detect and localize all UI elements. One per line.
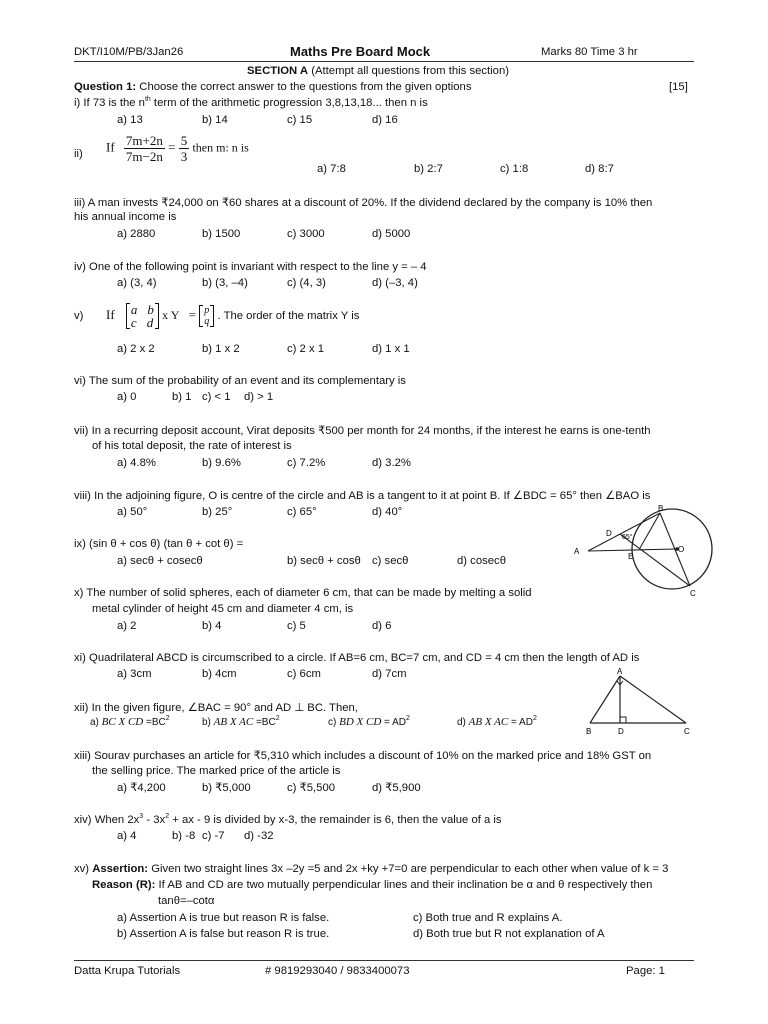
section-title: SECTION A xyxy=(247,65,309,77)
q-xi-opt-d: d) 7cm xyxy=(372,668,407,680)
q-ii-opt-a: a) 7:8 xyxy=(317,163,346,175)
q-xii-opt-a-post: =BC xyxy=(143,717,166,728)
fig-label-a: A xyxy=(574,547,580,556)
q-xiii-opt-b: b) ₹5,000 xyxy=(202,782,251,794)
q-xv-reason xyxy=(92,879,652,891)
q-xiv-opt-c: c) -7 xyxy=(202,830,225,842)
q-v-opt-a: a) 2 x 2 xyxy=(117,343,155,355)
q-v-num: v) xyxy=(74,310,84,322)
q-viii-opt-c: c) 65° xyxy=(287,506,317,518)
q-x-line2: metal cylinder of height 45 cm and diameter 4 cm, is xyxy=(92,603,354,615)
q-xiv-p2: - 3x xyxy=(143,814,166,826)
q-iii-opt-c: c) 3000 xyxy=(287,228,325,240)
doc-code: DKT/I10M/PB/3Jan26 xyxy=(74,46,184,58)
q-iv-opt-b: b) (3, –4) xyxy=(202,277,248,289)
fig-label-d: D xyxy=(606,529,612,538)
q-ii-num: ii) xyxy=(74,148,83,160)
q-xv-reason-text: If AB and CD are two mutually perpendicular lines and their inclination be α and θ respectively then xyxy=(158,879,653,891)
question-1-marks: [15] xyxy=(669,81,688,93)
fig-angle-label: 65° xyxy=(622,534,633,541)
q-iii-opt-a: a) 2880 xyxy=(117,228,156,240)
q-xiv-p1: xiv) When 2x xyxy=(74,814,140,826)
section-heading xyxy=(247,65,509,77)
q-iii-opt-b: b) 1500 xyxy=(202,228,241,240)
q-v-m-d: d xyxy=(146,315,154,330)
q-v-col-p: p xyxy=(204,305,210,316)
q-iii-line2: his annual income is xyxy=(74,211,177,223)
q-xv-assertion-label: Assertion: xyxy=(92,863,149,875)
q-xv-opt-a: a) Assertion A is true but reason R is false. xyxy=(117,912,330,924)
q-v-matrix-a xyxy=(126,303,159,329)
q-i-opt-b: b) 14 xyxy=(202,114,228,126)
side-ac xyxy=(620,676,686,723)
q-v-equation xyxy=(106,303,359,329)
q-xiv-text xyxy=(74,814,502,826)
q-xii-opt-b-math: AB X AC xyxy=(213,716,254,728)
q-ix-opt-c: c) secθ xyxy=(372,555,409,567)
fig-label-c: C xyxy=(690,589,696,598)
q-xi-opt-c: c) 6cm xyxy=(287,668,321,680)
section-note: (Attempt all questions from this section) xyxy=(311,65,510,77)
page-title: Maths Pre Board Mock xyxy=(290,44,431,59)
q-xiv-opt-a: a) 4 xyxy=(117,830,137,842)
q-viii-opt-b: b) 25° xyxy=(202,506,233,518)
fig2-label-d: D xyxy=(618,727,624,736)
q-x-line1: x) The number of solid spheres, each of diameter 6 cm, that can be made by melting a solid xyxy=(74,587,532,599)
q-ii-post: then m: n is xyxy=(192,140,249,155)
q-xii-text: xii) In the given figure, ∠BAC = 90° and AD ⊥ BC. Then, xyxy=(74,702,358,714)
q-i-sup: th xyxy=(144,96,151,103)
fig2-label-b: B xyxy=(586,727,592,736)
q-xiii-opt-a: a) ₹4,200 xyxy=(117,782,166,794)
q-i-opt-d: d) 16 xyxy=(372,114,398,126)
q-xii-opt-b-post: =BC xyxy=(253,717,276,728)
q-v-equals: = xyxy=(188,306,196,322)
right-angle-mark-d xyxy=(620,717,626,723)
q-xii-opt-c xyxy=(328,716,410,728)
q-iv-text: iv) One of the following point is invariant with respect to the line y = – 4 xyxy=(74,261,427,273)
q-vii-line1: vii) In a recurring deposit account, Virat deposits ₹500 per month for 24 months, if the interest he earns is one-tenth xyxy=(74,425,651,437)
q-vii-opt-c: c) 7.2% xyxy=(287,457,326,469)
q-xv-opt-b: b) Assertion A is false but reason R is true. xyxy=(117,928,330,940)
q-ix-opt-d: d) cosecθ xyxy=(457,555,506,567)
q-ii-equals: = xyxy=(168,139,176,155)
q-xv-reason-label: Reason (R): xyxy=(92,879,156,891)
fig-label-o: O xyxy=(678,545,685,554)
footer-rule xyxy=(74,960,694,961)
q-ii-rhs-fraction xyxy=(179,133,190,164)
q-vi-opt-b: b) 1 xyxy=(172,391,192,403)
q-v-m-b: b xyxy=(147,302,154,317)
q-xii-opt-a-sup: 2 xyxy=(165,715,170,722)
q-vi-text: vi) The sum of the probability of an event and its complementary is xyxy=(74,375,406,387)
question-1-label: Question 1: xyxy=(74,81,137,93)
footer-institute: Datta Krupa Tutorials xyxy=(74,965,181,977)
q-xii-opt-c-sup: 2 xyxy=(406,715,410,722)
q-xii-opt-d-sup: 2 xyxy=(532,715,537,722)
q-ii-lhs-den: 7m−2n xyxy=(125,149,163,164)
q-xv-assertion xyxy=(74,863,668,875)
q-xii-opt-d xyxy=(457,716,537,728)
header-rule xyxy=(74,61,694,62)
q-xii-opt-c-post: = AD xyxy=(381,717,407,728)
q-i-opt-a: a) 13 xyxy=(117,114,143,126)
q-v-xy: x Y xyxy=(162,307,180,322)
q-xv-num: xv) xyxy=(74,863,90,875)
q-xiv-opt-b: b) -8 xyxy=(172,830,196,842)
q-iii-opt-d: d) 5000 xyxy=(372,228,411,240)
side-ab xyxy=(590,676,620,723)
q-v-opt-c: c) 2 x 1 xyxy=(287,343,325,355)
circle-tangent-figure xyxy=(572,505,714,601)
q-xiv-s1: 3 xyxy=(139,813,144,820)
q-xv-opt-c: c) Both true and R explains A. xyxy=(413,912,563,924)
q-ix-opt-b: b) secθ + cosθ xyxy=(287,555,361,567)
fig-label-b: B xyxy=(658,505,664,513)
q-ii-opt-b: b) 2:7 xyxy=(414,163,443,175)
q-i-post: term of the arithmetic progression 3,8,13,18... then n is xyxy=(150,97,428,109)
q-xii-opt-b xyxy=(202,716,280,728)
q-ii-if: If xyxy=(106,139,115,155)
fig2-label-a: A xyxy=(617,667,623,676)
q-v-col-q: q xyxy=(204,316,210,327)
q-xii-opt-d-pre: d) xyxy=(457,717,469,728)
q-viii-opt-d: d) 40° xyxy=(372,506,403,518)
q-ii-rhs-den: 3 xyxy=(180,149,188,164)
q-v-opt-d: d) 1 x 1 xyxy=(372,343,410,355)
q-vi-opt-d: d) > 1 xyxy=(244,391,274,403)
q-v-if: If xyxy=(106,306,115,322)
q-xii-opt-a-math: BC X CD xyxy=(101,716,144,728)
q-v-opt-b: b) 1 x 2 xyxy=(202,343,240,355)
q-xii-opt-b-sup: 2 xyxy=(275,715,280,722)
footer-page-number: Page: 1 xyxy=(626,965,665,977)
q-xi-opt-b: b) 4cm xyxy=(202,668,237,680)
q-ii-rhs-num: 5 xyxy=(180,133,188,148)
q-i-opt-c: c) 15 xyxy=(287,114,313,126)
q-xiv-p3: + ax - 9 is divided by x-3, the remainder is 6, then the value of a is xyxy=(169,814,502,826)
q-xii-opt-c-pre: c) xyxy=(328,717,340,728)
q-xiii-opt-d: d) ₹5,900 xyxy=(372,782,421,794)
q-xv-assertion-text: Given two straight lines 3x –2y =5 and 2x +ky +7=0 are perpendicular to each other when value of k = 3 xyxy=(151,863,669,875)
q-xi-text: xi) Quadrilateral ABCD is circumscribed to a circle. If AB=6 cm, BC=7 cm, and CD = 4 cm then the length of AD is xyxy=(74,652,640,664)
q-v-matrix-col xyxy=(199,305,214,327)
q-xv-opt-d: d) Both true but R not explanation of A xyxy=(413,928,605,940)
q-vii-opt-d: d) 3.2% xyxy=(372,457,411,469)
q-iv-opt-d: d) (–3, 4) xyxy=(372,277,418,289)
footer-phone: # 9819293040 / 9833400073 xyxy=(265,965,410,977)
q-xiv-s2: 2 xyxy=(165,813,170,820)
fig-label-e: E xyxy=(628,552,634,561)
q-v-m-c: c xyxy=(130,315,137,330)
question-1-text: Choose the correct answer to the questions from the given options xyxy=(139,81,472,93)
q-ii-opt-d: d) 8:7 xyxy=(585,163,614,175)
q-vi-opt-a: a) 0 xyxy=(117,391,137,403)
q-iii-line1: iii) A man invests ₹24,000 on ₹60 shares at a discount of 20%. If the dividend declared by the company is 10% then xyxy=(74,197,653,209)
q-vi-opt-c: c) < 1 xyxy=(202,391,231,403)
q-v-post: . The order of the matrix Y is xyxy=(217,309,360,322)
question-1-header xyxy=(74,81,471,93)
q-xii-opt-a-pre: a) xyxy=(90,717,102,728)
q-v-m-a: a xyxy=(130,302,138,317)
q-xiii-line1: xiii) Sourav purchases an article for ₹5,310 which includes a discount of 10% on the marked price and 18% GST on xyxy=(74,750,652,762)
q-ii-lhs-num: 7m+2n xyxy=(125,133,163,148)
q-xii-opt-b-pre: b) xyxy=(202,717,214,728)
q-i-text xyxy=(74,97,428,109)
q-ix-opt-a: a) secθ + cosecθ xyxy=(117,555,203,567)
q-vii-line2: of his total deposit, the rate of interest is xyxy=(92,440,292,452)
fig2-label-c: C xyxy=(684,727,690,736)
q-iv-opt-a: a) (3, 4) xyxy=(117,277,157,289)
q-vii-opt-b: b) 9.6% xyxy=(202,457,241,469)
q-xii-opt-d-post: = AD xyxy=(508,717,533,728)
q-x-opt-b: b) 4 xyxy=(202,620,222,632)
q-x-opt-a: a) 2 xyxy=(117,620,137,632)
q-xiv-opt-d: d) -32 xyxy=(244,830,274,842)
q-x-opt-c: c) 5 xyxy=(287,620,306,632)
q-xiii-opt-c: c) ₹5,500 xyxy=(287,782,336,794)
right-triangle-figure xyxy=(580,666,700,738)
q-vii-opt-a: a) 4.8% xyxy=(117,457,156,469)
q-ii-lhs-fraction xyxy=(124,133,165,164)
q-i-pre: i) If 73 is the n xyxy=(74,97,145,109)
q-xii-opt-c-math: BD X CD xyxy=(339,716,382,728)
q-ix-text: ix) (sin θ + cos θ) (tan θ + cot θ) = xyxy=(74,538,244,550)
q-ii-opt-c: c) 1:8 xyxy=(500,163,529,175)
q-ii-equation xyxy=(106,133,249,164)
q-x-opt-d: d) 6 xyxy=(372,620,392,632)
q-xi-opt-a: a) 3cm xyxy=(117,668,152,680)
q-iv-opt-c: c) (4, 3) xyxy=(287,277,326,289)
q-xii-opt-a xyxy=(90,716,170,728)
q-viii-text: viii) In the adjoining figure, O is centre of the circle and AB is a tangent to it at point B. If ∠BDC = 65° then ∠BAO is xyxy=(74,490,651,502)
q-xv-reason-text2: tanθ=–cotα xyxy=(158,895,215,907)
q-xiii-line2: the selling price. The marked price of the article is xyxy=(92,765,341,777)
q-viii-opt-a: a) 50° xyxy=(117,506,148,518)
marks-time: Marks 80 Time 3 hr xyxy=(541,46,638,58)
q-xii-opt-d-math: AB X AC xyxy=(468,716,509,728)
